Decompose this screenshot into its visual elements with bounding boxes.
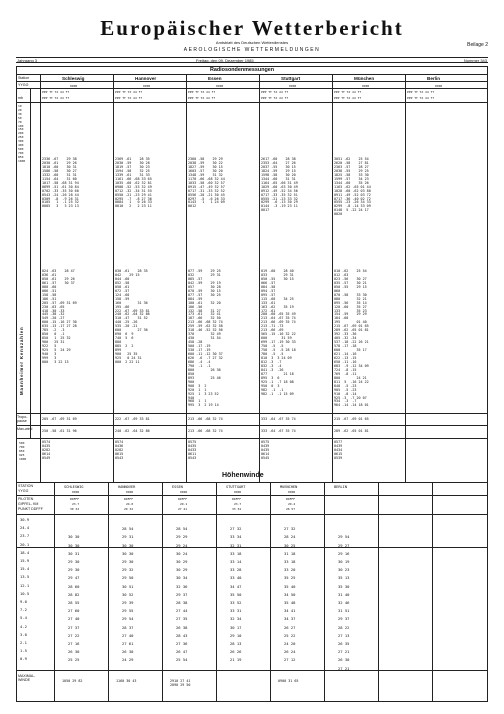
wind-ddfff: DDFFF	[124, 497, 134, 501]
wind-station-time: 0906	[126, 490, 134, 494]
geo-block: 0575 0435 0433 0611 0543	[188, 440, 197, 460]
wind-station-name: MUENCHEN	[280, 485, 298, 489]
height-label: 3.0	[20, 631, 27, 637]
tropo-value: 222 -67 -69 33 81	[115, 417, 150, 421]
wind-punkt: 27 41	[178, 507, 188, 511]
data-block-mid: 010 -62 25 54 012 -63 023 -56 30 27 035 -57 30 21 050 -55 29 15 060 070 -58 33 30 080 32 21 095 -56 35 14 120 -60 35 27 133 35 23 154 -59 29 29 184 -60 195 01 40 215 -67 -69 01 65 289 -62 -65 01 81 392 -33 -36 405 -32 -34 537 -18 -22 26 21 578 -17 -18 600 35 17 621 -14 -16 622 -13 -15 650 -11 -16 683 -9 -12 34 09 724 -8 -15 769 -8 -11 800 24 21 811 5 -16 24 22 848 -5 -23 905 -5 -23 910 -8 -14 925 -3 -7 20 07 934 -3 -7 964 -14 -14 18 01	[334, 269, 369, 408]
wind-station-name: ESSEN	[172, 485, 183, 489]
wind-km: 29.4	[288, 502, 296, 506]
data-block-top: 2336 -67 29 38 2030 -61 29 26 1810 -60 30 31 1586 -58 30 27 1332 -60 31 31 1154 -64 31 60 1017 -58 -68 31 94 0899 -51 -61 30 84 0702 -33 -35 30 60 0543 -24 -26 28 44 0309 -8 -9 26 31 0105 1 -1 25 32 0085 3 3 23 13	[42, 157, 79, 209]
height-label: 30.9	[20, 517, 30, 522]
height-label: 0.9	[20, 656, 27, 662]
data-block-top: 3051 -62 25 54 2620 -58 27 81 2363 -57 28 27 2038 -55 29 25 1825 -58 33 30 1599 -57 34 23 1344 -60 35 26 1163 -62 -65 01 44 1028 -60 -62 03 80 0911 -49 -52 03 72 0717 -36 -40 02 72 0555 -23 -26 34 33 0299 -8 -14 33 09 0148 5 -22 24 17 0020	[334, 157, 371, 217]
maxwind-value: 333 -64 -67 35 74	[261, 429, 296, 433]
station-name: Hannover	[135, 76, 157, 81]
wind-punkt: 26 57	[286, 507, 296, 511]
code-head: PPP TT Td dd ff	[42, 96, 70, 100]
wind-station-label: STATION	[18, 484, 34, 488]
data-block-mid: 024 -63 28 47 036 -61 050 -61 29 26 061 -57 30 37 080 -60 086 -51 158 -58 186 -51 205 -57 -69 31 69 230 -63 -65 418 -30 -33 445 -38 -32 549 -20 -27 600 -15 -16 27 30 635 -13 -17 27 28 785 -2 -3 850 0 -1 850 1 25 32 900 25 31 922 5 925 5 24 29 940 3 999 3 000 3 22 13	[42, 269, 77, 364]
wind-column: 29 54 29 27 29 16 30 19 30 23 35 13 35 30 31 40 32 46 31 51 29 37 28 22 27 13 26 35 27 21 26 30 27 21	[338, 534, 350, 671]
level-label: 100	[18, 123, 24, 128]
wind-station-name: BERLIN	[334, 485, 347, 489]
station-name: Berlin	[427, 76, 441, 81]
level-label: 300	[18, 139, 24, 144]
height-label: 10.5	[20, 590, 30, 596]
subtitle: Amtsblatt des Deutschen Wetterdienstes	[215, 40, 289, 45]
level-label: 850	[18, 154, 24, 159]
geo-block: 0574 0435 0282 0614 0549	[42, 440, 51, 460]
wind-ddfff: DDFFF	[232, 497, 242, 501]
station-time: 0900	[362, 84, 370, 88]
height-label: 20.1	[20, 541, 30, 547]
level-label: 70	[18, 119, 22, 124]
yygg-label: YYGG	[18, 83, 29, 87]
geo-level-label: 1000	[19, 456, 27, 461]
tropo-label: Tropo-pause	[17, 415, 28, 423]
height-label: 9.0	[20, 599, 27, 604]
maxwind-value: 213 -66 -68 32 74	[188, 429, 223, 433]
wind-column: 28 54 29 29 29 24 30 24 30 29 30 29 30 34 32 36 29 37 28 38 27 44 27 35 26 38 28 43 27 36 26 47 25 54	[176, 526, 188, 663]
maxwind-value: 289 -62 -65 01 81	[334, 429, 369, 433]
code-head: PPP TT Td dd ff	[261, 96, 289, 100]
datum: Freitag, den 09. Dezember 1985	[196, 58, 254, 63]
data-block-mid: 077 -59 29 25 032 29 31 085 -57 042 -59 29 19 057 30 28 070 -59 30 15 077 -57 30 25 084 -59 100 -61 32 20 106 -56 132 -58 31 27 173 -61 32 41 187 -66 32 50 213 -66 -68 32 74 259 -59 -62 32 58 318 -46 -52 32 56 370 32 49 430 31 54 458 -28 500 -17 -19 530 -17 -19 600 -11 -12 30 37 626 -6 -7 27 32 686 -4 -4 790 -1 -1 800 26 36 850 893 25 46 900 908 3 2 920 1 1 925 1 3 23 52 940 968 1 1 995 3 2 19 14	[188, 269, 223, 408]
level-label: 30	[18, 111, 22, 116]
code-head: PPP TT Td dd ff	[334, 90, 362, 94]
beilage-label: Beilage 2	[467, 42, 488, 48]
level-label: 20	[18, 107, 22, 112]
wind-title: Höhenwinde	[222, 472, 264, 479]
height-label: 1.5	[20, 648, 27, 654]
wind-station-name: SCHLESWIG	[64, 485, 84, 489]
level-label: 700	[18, 150, 24, 155]
tropo-value: 215 -67 -69 01 65	[334, 417, 369, 421]
code-head: PPP TT Td dd ff	[115, 96, 143, 100]
level-label: 400	[18, 143, 24, 147]
wind-column: 30 30 30 30 30 31 29 30 29 30 29 47 28 60 28 82 28 55 27 60 27 40 27 37 27 22 27 16 26 30 25 25	[68, 534, 80, 663]
wind-max: 1050 29 82	[62, 679, 83, 683]
level-label: 500	[18, 146, 24, 151]
station-name: Schleswig	[62, 76, 85, 81]
maxwind-label: Max-wind	[17, 427, 33, 431]
punkt-label: PUNKT DDFFF	[18, 507, 43, 511]
wind-ddfff: DDFFF	[286, 497, 296, 501]
level-label: 200	[18, 131, 24, 136]
level-label: 1000	[18, 158, 26, 163]
geo-block: 0577 0439 0434 0615 0539	[334, 440, 343, 460]
height-label: 7.2	[20, 607, 27, 613]
wind-column: 28 54 29 31 30 30 30 30 29 30 29 32 29 50 30 51 30 52 29 39 29 55 29 54 28 37 27 40 27 61 26 30 24 29	[122, 526, 134, 663]
radiosonde-title: Radiosondenmessungen	[210, 67, 275, 73]
wind-km: 23.7	[72, 502, 80, 506]
height-label: 4.2	[20, 623, 27, 629]
level-label: 250	[18, 135, 24, 140]
data-block-mid: 019 -60 28 40 033 29 31 050 -55 30 15 066 -57 084 -58 094 -57 095 -57 115 -60 34 25 133 -61 163 -62 35 19 172 -61 200 -60 -65 35 49 213 -64 -67 35 74 213 -66 -69 35 74 213 -71 -73 213 -66 -69 565 -15 -16 32 22 600 31 59 699 -17 -19 30 33 750 -5 -5 758 -5 -5 28 18 780 -5 -5 810 3 3 24 09 812 -3 -7 832 -3 -4 841 -3 -26 877 21 18 895 3 6 925 -1 -7 18 08 950 0 3 982 -1 -1 982 -1 -1 15 09	[261, 269, 296, 396]
code-head: PPP TT Td dd ff	[407, 90, 435, 94]
wind-ddfff: DDFFF	[70, 497, 80, 501]
height-label: 2.1	[20, 640, 27, 645]
wind-station-name: STUTTGART	[226, 485, 246, 489]
wind-punkt: 29 32	[124, 507, 134, 511]
geo-block: 0575 0439 0435 0614 0545	[261, 440, 270, 460]
geo-level-label: 925	[19, 452, 25, 457]
height-label: 23.7	[20, 533, 30, 539]
height-label: 5.4	[20, 615, 27, 621]
section-title: AEROLOGISCHE WETTERMELDUNGEN	[183, 47, 321, 53]
wind-km: 23.7	[234, 502, 242, 506]
jahrgang: Jahrgang 3	[17, 58, 38, 63]
code-head: PPP TT Td dd ff	[188, 96, 216, 100]
max-wind-label: MAXIMAL- WINDE	[18, 674, 36, 682]
station-time: 0900	[143, 84, 151, 88]
level-label: 50	[18, 115, 22, 120]
code-head: PPP TT Td dd ff	[407, 96, 435, 100]
wind-station-time: 0906	[288, 490, 296, 494]
wind-punkt: 33 34	[232, 507, 242, 511]
code-head: PPP TT Td dd ff	[334, 96, 362, 100]
wind-station-name: HANNOVER	[118, 485, 136, 489]
height-label: 18.4	[20, 549, 30, 555]
geo-block: 0574 0436 0282 0615 0543	[115, 440, 124, 460]
station-time: 0900	[216, 84, 224, 88]
level-label: 150	[18, 127, 24, 132]
height-label: 15.4	[20, 566, 30, 572]
wind-km: 29.1	[180, 502, 188, 506]
code-head: PPP TT Td dd ff	[115, 90, 143, 94]
wind-punkt: 30 32	[70, 507, 80, 511]
wind-station-time: 0906	[72, 490, 80, 494]
height-label: 13.5	[20, 574, 30, 580]
wind-max: 0900 31 65	[278, 679, 299, 683]
data-block-top: 2360 -58 29 29 2038 -59 30 22 1827 -59 30 15 1603 -57 30 20 1348 -59 31 32 1170 -66 -68 32 44 1033 -58 -60 32 57 0915 -47 -49 32 57 0717 -31 -33 32 52 0556 -20 -21 30 45 0297 -5 -6 26 33 0143 1 1 24 09 0012	[188, 157, 225, 209]
mb-label: mb	[18, 96, 23, 100]
station-name: Essen	[208, 76, 222, 81]
wind-km: 24.0	[126, 502, 134, 506]
wind-max: 1160 30 43	[116, 679, 137, 683]
nummer: Nummer 343	[463, 58, 487, 63]
maxwind-value: 250 -58 -61 31 96	[42, 429, 77, 433]
wind-station-time: 0906	[180, 490, 188, 494]
station-name: Stuttgart	[281, 76, 301, 81]
gipfel-label: GIPFEL- KM	[18, 502, 39, 506]
station-time: 0900	[289, 84, 297, 88]
level-label: 10	[18, 104, 22, 108]
code-head: PPP TT Td dd ff	[42, 90, 70, 94]
geo-level-label: 700	[19, 444, 25, 449]
height-label: 15.9	[20, 558, 30, 563]
code-head: PPP TT Td dd ff	[261, 90, 289, 94]
maxwind-value: 240 -62 -64 32 86	[115, 429, 150, 433]
height-label: 24.4	[20, 525, 30, 531]
data-block-mid: 030 -61 28 35 042 29 15 044 -60 052 -58 058 -61 072 -57 124 -60 158 -59 160 31 36 195 -66 222 -67 -69 33 81 240 -62 -64 32 86 310 -47 31 52 440 -25 -26 535 -20 -21 600 27 36 690 6 9 740 5 6 800 885 2 2 899 900 25 35 925 0 24 31 000 2 22 11	[115, 269, 150, 364]
tropo-value: 333 -64 -67 35 74	[261, 417, 296, 421]
tropo-value: 205 -67 -69 31 69	[42, 417, 77, 421]
data-block-top: 2369 -61 28 35 2030 -59 30 28 1819 -57 30 23 1594 -58 32 25 1339 -61 31 33 1161 -66 -68 33 65 1035 -60 -62 32 81 0908 -52 -53 32 49 0712 -32 -34 31 55 0550 -21 -23 29 41 0295 -7 -8 27 36 0084 1 0 26 33 0010 2 2 23 11	[115, 157, 152, 209]
wind-max: 2910 27 41 2090 29 50	[170, 679, 191, 687]
info-bar	[16, 57, 488, 63]
wind-yygg-label: YYGG	[18, 489, 29, 493]
data-block-top: 2617 -60 28 38 2353 -64 27 26 2037 -55 30 15 1824 -59 29 15 1598 -58 30 20 1344 -60 31 31 1164 -65 -66 31 49 1029 -60 -63 30 49 0912 -49 -52 34 56 0717 -33 -35 32 51 0555 -21 -23 33 32 0299 -6 -13 30 29 0144 -3 -19 23 11 0017	[261, 157, 298, 213]
code-head: PPP TT Td dd ff	[188, 90, 216, 94]
height-label: 12.1	[20, 582, 30, 588]
wind-station-time: 0906	[234, 490, 242, 494]
wind-column: 27 32 28 24 30 25 31 18 33 18 33 20 35 25 35 40 34 50 35 48 34 41 34 37 26 27 25 22 24 20 26 24 27 12	[284, 526, 296, 663]
wind-column: 27 32 33 34 32 31 33 18 33 14 33 28 33 40 34 47 35 50 33 52 33 31 32 34 30 17 29 10 28 13 26 26 21 19	[230, 526, 242, 663]
side-label: Mannheimer Kennzahlen	[19, 326, 24, 395]
station-name: München	[354, 76, 375, 81]
tropo-value: 213 -66 -68 32 74	[188, 417, 223, 421]
station-time: 0900	[435, 84, 443, 88]
pilot-label: PILOTEN	[18, 497, 34, 501]
wind-ddfff: DDFFF	[178, 497, 188, 501]
station-time: 0900	[70, 84, 78, 88]
geo-level-label: 850	[19, 448, 25, 453]
geo-level-label: 500	[19, 441, 25, 445]
page-title: Europäischer Wetterbericht	[100, 16, 404, 40]
station-label: Station	[18, 76, 30, 80]
wind-table	[16, 482, 488, 702]
